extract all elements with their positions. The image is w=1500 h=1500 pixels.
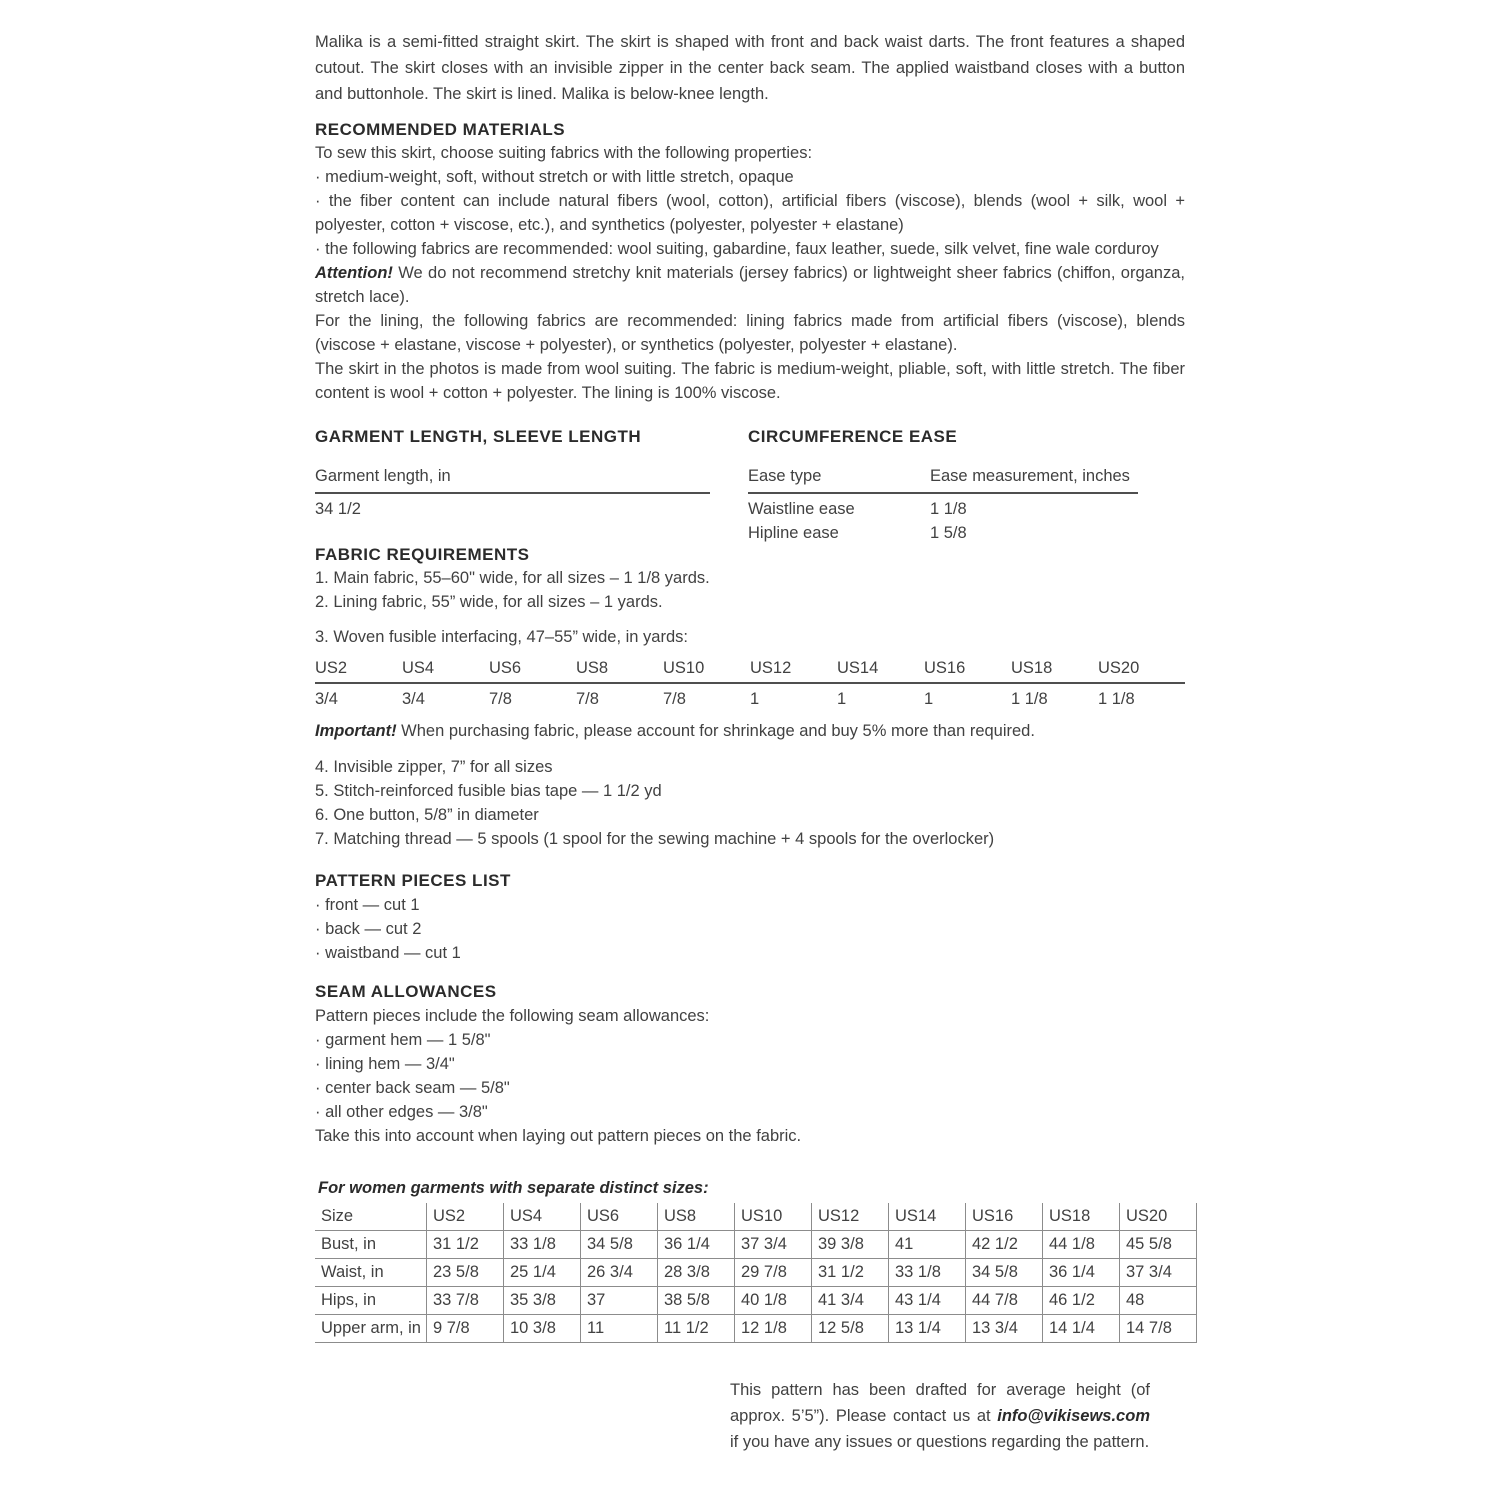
ease-row-hipline: Hipline ease 1 5/8 <box>748 524 967 542</box>
interfacing-yardage-table <box>315 656 1185 711</box>
seam-note: Take this into account when laying out pattern pieces on the fabric. <box>315 1127 802 1145</box>
attention-paragraph <box>315 261 1185 309</box>
circumference-ease-section <box>748 425 1150 545</box>
seam-lead: Pattern pieces include the following seam allowances: <box>315 1007 710 1025</box>
notion-button: 6. One button, 5/8” in diameter <box>315 806 539 824</box>
notions-list <box>315 755 1185 851</box>
seam-garment-hem: · garment hem — 1 5/8" <box>315 1031 491 1049</box>
photos-paragraph: The skirt in the photos is made from wool suiting. The fabric is medium-weight, pliable, soft, with little stretch. The fiber content is wool + cotton + polyester. The lining is 100% viscose. <box>315 360 1185 402</box>
notion-thread: 7. Matching thread — 5 spools (1 spool for the sewing machine + 4 spools for the overlocker) <box>315 830 995 848</box>
lining-paragraph: For the lining, the following fabrics are recommended: lining fabrics made from artificial fibers (viscose), blends (viscose + elastane, viscose + polyester), or synthetics (polyester, polyester + elastane). <box>315 312 1185 354</box>
pattern-pieces-list <box>315 893 1185 965</box>
size-chart-header-row: Size US2 US4 US6 US8 US10 US12 US14 US16 US18 US20 <box>315 1203 1197 1231</box>
piece-waistband: · waistband — cut 1 <box>315 944 461 962</box>
contact-email-link[interactable]: info@vikisews.com <box>997 1407 1150 1425</box>
garment-length-section <box>315 425 715 521</box>
seam-center-back: · center back seam — 5/8" <box>315 1079 510 1097</box>
pattern-pieces-heading: PATTERN PIECES LIST <box>315 871 511 890</box>
circumference-ease-heading: CIRCUMFERENCE EASE <box>748 427 958 446</box>
size-chart-hips-row: Hips, in 33 7/8 35 3/8 37 38 5/8 40 1/8 41 3/4 43 1/4 44 7/8 46 1/2 48 <box>315 1287 1197 1315</box>
intro-paragraph: Malika is a semi-fitted straight skirt. The skirt is shaped with front and back waist darts. The front features a shaped cutout. The skirt closes with an invisible zipper in the center back seam. The applied waistband closes with a button and buttonhole. The skirt is lined. Malika is below-knee length. <box>315 33 1185 103</box>
seam-other-edges: · all other edges — 3/8" <box>315 1103 488 1121</box>
garment-length-value: 34 1/2 <box>315 500 361 518</box>
size-chart-caption: For women garments with separate distinct sizes: <box>318 1179 709 1197</box>
ease-type-col-header: Ease type <box>748 467 822 485</box>
seam-lining-hem: · lining hem — 3/4" <box>315 1055 455 1073</box>
seam-allowances-heading: SEAM ALLOWANCES <box>315 982 497 1001</box>
materials-bullet-fiber: · the fiber content can include natural fibers (wool, cotton), artificial fibers (viscose), blends (wool + silk, wool + polyester, cotton + viscose, etc.), and synthetics (polyester, polyester + elastane) <box>315 192 1185 234</box>
size-chart-bust-row: Bust, in 31 1/2 33 1/8 34 5/8 36 1/4 37 3/4 39 3/8 41 42 1/2 44 1/8 45 5/8 <box>315 1231 1197 1259</box>
size-chart-waist-row: Waist, in 23 5/8 25 1/4 26 3/4 28 3/8 29 7/8 31 1/2 33 1/8 34 5/8 36 1/4 37 3/4 <box>315 1259 1197 1287</box>
recommended-materials-body <box>315 141 1185 405</box>
interfacing-yards-row: 3/4 3/4 7/8 7/8 7/8 1 1 1 1 1/8 1 1/8 <box>315 690 1135 708</box>
fabric-item-main: 1. Main fabric, 55–60" wide, for all sizes – 1 1/8 yards. <box>315 569 710 587</box>
attention-text: We do not recommend stretchy knit materials (jersey fabrics) or lightweight sheer fabrics (chiffon, organza, stretch lace). <box>315 264 1185 306</box>
fabric-item-lining: 2. Lining fabric, 55” wide, for all sizes – 1 yards. <box>315 593 663 611</box>
materials-lead: To sew this skirt, choose suiting fabrics with the following properties: <box>315 144 813 162</box>
notion-zipper: 4. Invisible zipper, 7” for all sizes <box>315 758 553 776</box>
piece-back: · back — cut 2 <box>315 920 422 938</box>
important-note: Important! When purchasing fabric, please account for shrinkage and buy 5% more than required. <box>315 722 1035 740</box>
attention-label: Attention! <box>315 264 393 282</box>
seam-allowances-body <box>315 1004 1185 1148</box>
notion-bias-tape: 5. Stitch-reinforced fusible bias tape — 1 1/2 yd <box>315 782 662 800</box>
important-label: Important! <box>315 722 397 740</box>
materials-bullet-fabrics: · the following fabrics are recommended: wool suiting, gabardine, faux leather, suede, silk velvet, fine wale corduroy <box>315 240 1159 258</box>
garment-length-heading: GARMENT LENGTH, SLEEVE LENGTH <box>315 427 642 446</box>
interfacing-size-header-row: US2 US4 US6 US8 US10 US12 US14 US16 US18 US20 <box>315 656 1185 684</box>
size-chart-upper-arm-row: Upper arm, in 9 7/8 10 3/8 11 11 1/2 12 1/8 12 5/8 13 1/4 13 3/4 14 1/4 14 7/8 <box>315 1315 1197 1343</box>
fabric-req-items-1-2 <box>315 566 1185 614</box>
materials-bullet-weight: · medium-weight, soft, without stretch or with little stretch, opaque <box>315 168 794 186</box>
footer-note: This pattern has been drafted for average height (of approx. 5’5”). Please contact us at info@vikisews.com if you have any issues or questions regarding the pattern. <box>730 1381 1150 1451</box>
ease-table-header <box>748 464 1138 494</box>
size-chart-table <box>315 1203 1197 1343</box>
fabric-item-interfacing: 3. Woven fusible interfacing, 47–55” wide, in yards: <box>315 628 688 646</box>
ease-row-waistline: Waistline ease 1 1/8 <box>748 500 967 518</box>
garment-length-col-header: Garment length, in <box>315 464 710 494</box>
ease-measurement-col-header: Ease measurement, inches <box>930 467 1130 485</box>
fabric-requirements-heading: FABRIC REQUIREMENTS <box>315 545 530 564</box>
recommended-materials-heading: RECOMMENDED MATERIALS <box>315 120 566 139</box>
piece-front: · front — cut 1 <box>315 896 420 914</box>
